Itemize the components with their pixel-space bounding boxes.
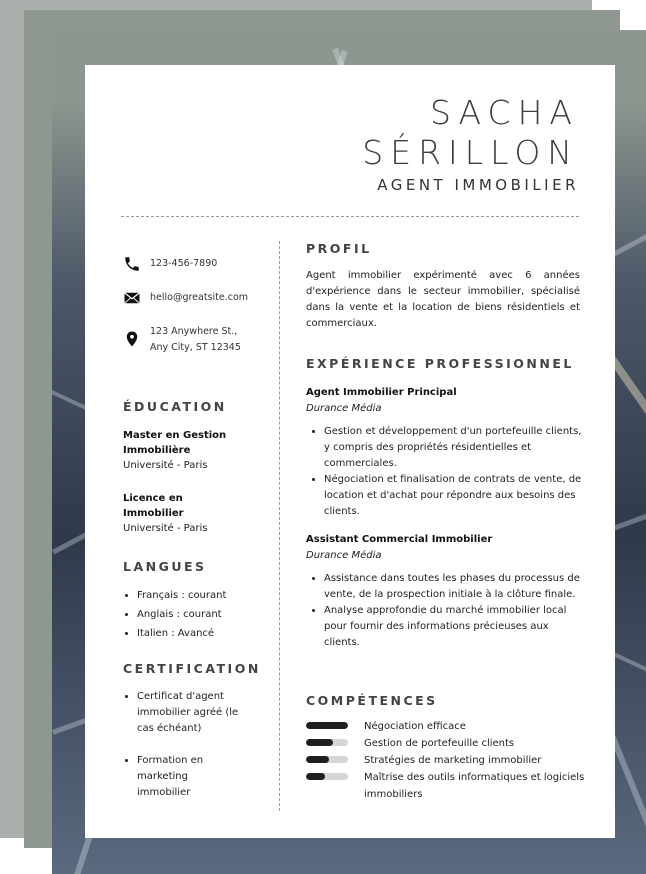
degree: Licence en Immobilier xyxy=(123,493,184,519)
address-line-1: 123 Anywhere St., xyxy=(150,326,238,337)
school: Université - Paris xyxy=(123,523,208,534)
language-item: • Français : courant xyxy=(137,586,273,605)
job-role: Agent Immobilier Principal xyxy=(306,387,457,398)
school: Université - Paris xyxy=(123,460,208,471)
address-line-2: Any City, ST 12345 xyxy=(150,342,241,353)
skill-label: Stratégies de marketing immobilier xyxy=(364,755,542,766)
job-company: Durance Média xyxy=(306,550,382,561)
job-entry xyxy=(306,385,582,520)
languages-list xyxy=(123,586,273,643)
languages-heading: LANGUES xyxy=(123,559,207,574)
skill-label: Maîtrise des outils informatiques et logiciels immobiliers xyxy=(364,772,585,800)
job-entry xyxy=(306,532,582,651)
education-item xyxy=(123,491,223,536)
skill-label: Gestion de portefeuille clients xyxy=(364,738,515,749)
language-item: • Anglais : courant xyxy=(137,605,273,624)
education-heading: ÉDUCATION xyxy=(123,399,227,414)
job-company: Durance Média xyxy=(306,403,382,414)
envelope-icon xyxy=(123,289,141,307)
job-bullet: • Négociation et finalisation de contrats de vente, de location et d'achat pour répondre aux besoins des clients. xyxy=(324,472,582,520)
job-bullet: • Analyse approfondie du marché immobilier local pour fournir des informations précieuses aux clients. xyxy=(324,603,582,651)
experience-heading: EXPÉRIENCE PROFESSIONNEL xyxy=(306,356,574,371)
last-name: SÉRILLON xyxy=(362,133,579,172)
job-bullet: • Gestion et développement d'un portefeuille clients, y compris des propriétés résidentielles et commerciales. xyxy=(324,424,582,472)
profile-heading: PROFIL xyxy=(306,241,372,256)
certification-list xyxy=(123,689,241,801)
education-item xyxy=(123,428,243,473)
skill-level-bar xyxy=(306,773,348,780)
first-name: SACHA xyxy=(430,93,579,132)
certification-item: • Certificat d'agent immobilier agréé (le cas échéant) xyxy=(137,689,241,737)
resume-card xyxy=(85,65,615,838)
skills-heading: COMPÉTENCES xyxy=(306,693,438,708)
certification-item: • Formation en marketing immobilier xyxy=(137,753,241,801)
job-role: Assistant Commercial Immobilier xyxy=(306,534,493,545)
degree: Master en Gestion Immobilière xyxy=(123,430,227,456)
job-bullet: • Assistance dans toutes les phases du processus de vente, de la prospection initiale à la clôture finale. xyxy=(324,571,582,603)
certification-heading: CERTIFICATION xyxy=(123,661,261,676)
column-divider xyxy=(279,241,280,811)
phone-icon xyxy=(123,255,141,273)
skill-level-bar xyxy=(306,739,348,746)
header-divider xyxy=(121,216,579,217)
location-pin-icon xyxy=(123,330,141,348)
job-title: AGENT IMMOBILIER xyxy=(377,176,579,194)
skill-level-bar xyxy=(306,756,348,763)
skill-label: Négociation efficace xyxy=(364,721,466,732)
language-item: • Italien : Avancé xyxy=(137,624,273,643)
phone-text: 123-456-7890 xyxy=(150,258,218,269)
email-text: hello@greatsite.com xyxy=(150,292,249,303)
skill-level-bar xyxy=(306,722,348,729)
profile-text: Agent immobilier expérimenté avec 6 années d'expérience dans le secteur immobilier, spécialisé dans la vente et la location de biens résidentiels et commerciaux. xyxy=(306,270,580,329)
person-name xyxy=(362,93,579,173)
